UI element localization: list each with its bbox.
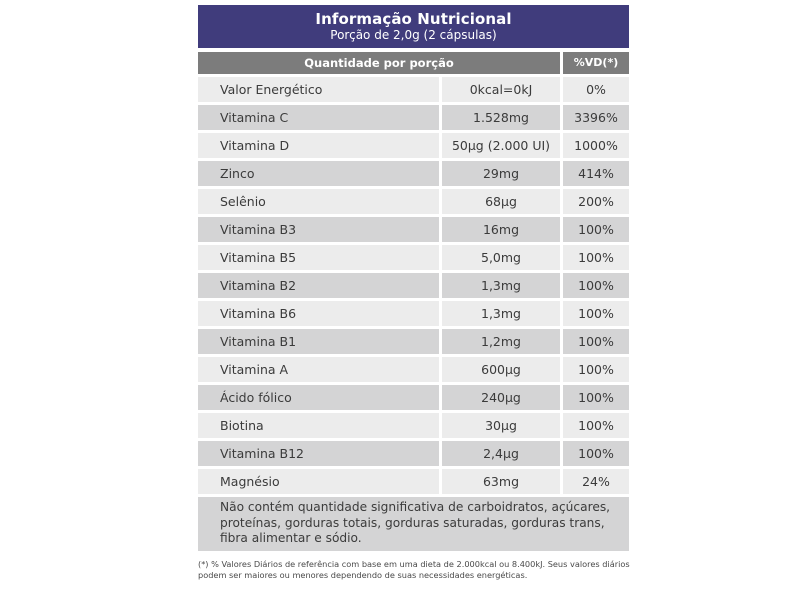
- table-row: [198, 357, 629, 382]
- nutrient-daily-value: 100%: [563, 413, 629, 438]
- nutrient-daily-value: 100%: [563, 329, 629, 354]
- table-row: [198, 329, 629, 354]
- nutrient-daily-value: 100%: [563, 385, 629, 410]
- table-row: [198, 217, 629, 242]
- nutrient-amount: 0kcal=0kJ: [442, 77, 560, 102]
- nutrient-daily-value: 100%: [563, 357, 629, 382]
- table-row: [198, 77, 629, 102]
- nutrient-amount: 30µg: [442, 413, 560, 438]
- quantity-column-header: Quantidade por porção: [198, 52, 560, 74]
- nutrient-name: Ácido fólico: [198, 385, 439, 410]
- table-row: [198, 469, 629, 494]
- table-row: [198, 273, 629, 298]
- table-row: [198, 301, 629, 326]
- nutrient-amount: 68µg: [442, 189, 560, 214]
- nutrient-name: Vitamina D: [198, 133, 439, 158]
- nutrient-table: [198, 77, 629, 494]
- nutrient-amount: 1,3mg: [442, 301, 560, 326]
- nutrient-daily-value: 100%: [563, 441, 629, 466]
- not-significant-note: Não contém quantidade significativa de carboidratos, açúcares, proteínas, gorduras totais, gorduras saturadas, gorduras trans, fibra alimentar e sódio.: [198, 497, 629, 551]
- table-row: [198, 189, 629, 214]
- nutrient-daily-value: 100%: [563, 217, 629, 242]
- nutrient-amount: 1.528mg: [442, 105, 560, 130]
- nutrient-name: Vitamina B2: [198, 273, 439, 298]
- table-row: [198, 245, 629, 270]
- nutrient-name: Vitamina C: [198, 105, 439, 130]
- nutrition-title: Informação Nutricional: [315, 10, 512, 28]
- nutrient-name: Vitamina A: [198, 357, 439, 382]
- column-header-row: [198, 52, 629, 74]
- nutrient-daily-value: 100%: [563, 273, 629, 298]
- table-row: [198, 413, 629, 438]
- nutrient-daily-value: 3396%: [563, 105, 629, 130]
- table-row: [198, 105, 629, 130]
- nutrition-header: [198, 5, 629, 48]
- nutrient-daily-value: 200%: [563, 189, 629, 214]
- nutrient-name: Vitamina B3: [198, 217, 439, 242]
- nutrient-name: Vitamina B5: [198, 245, 439, 270]
- nutrient-name: Selênio: [198, 189, 439, 214]
- nutrient-amount: 16mg: [442, 217, 560, 242]
- nutrient-amount: 2,4µg: [442, 441, 560, 466]
- nutrient-amount: 1,3mg: [442, 273, 560, 298]
- nutrient-daily-value: 24%: [563, 469, 629, 494]
- nutrient-daily-value: 414%: [563, 161, 629, 186]
- nutrient-amount: 240µg: [442, 385, 560, 410]
- nutrient-amount: 29mg: [442, 161, 560, 186]
- nutrient-name: Vitamina B1: [198, 329, 439, 354]
- nutrient-name: Vitamina B12: [198, 441, 439, 466]
- nutrient-amount: 50µg (2.000 UI): [442, 133, 560, 158]
- nutrient-daily-value: 100%: [563, 245, 629, 270]
- table-row: [198, 385, 629, 410]
- daily-value-column-header: %VD(*): [563, 52, 629, 74]
- nutrient-amount: 1,2mg: [442, 329, 560, 354]
- nutrient-daily-value: 1000%: [563, 133, 629, 158]
- table-row: [198, 133, 629, 158]
- table-row: [198, 441, 629, 466]
- nutrient-daily-value: 0%: [563, 77, 629, 102]
- nutrient-daily-value: 100%: [563, 301, 629, 326]
- nutrient-amount: 5,0mg: [442, 245, 560, 270]
- daily-value-footnote: (*) % Valores Diários de referência com base em uma dieta de 2.000kcal ou 8.400kJ. Seus valores diários podem ser maiores ou menores dependendo de suas necessidades energéticas.: [198, 559, 630, 580]
- nutrient-name: Magnésio: [198, 469, 439, 494]
- nutrient-name: Valor Energético: [198, 77, 439, 102]
- nutrition-facts-panel: [198, 5, 629, 551]
- serving-size: Porção de 2,0g (2 cápsulas): [330, 28, 497, 42]
- table-row: [198, 161, 629, 186]
- nutrient-name: Biotina: [198, 413, 439, 438]
- nutrient-amount: 600µg: [442, 357, 560, 382]
- nutrient-amount: 63mg: [442, 469, 560, 494]
- nutrient-name: Zinco: [198, 161, 439, 186]
- nutrient-name: Vitamina B6: [198, 301, 439, 326]
